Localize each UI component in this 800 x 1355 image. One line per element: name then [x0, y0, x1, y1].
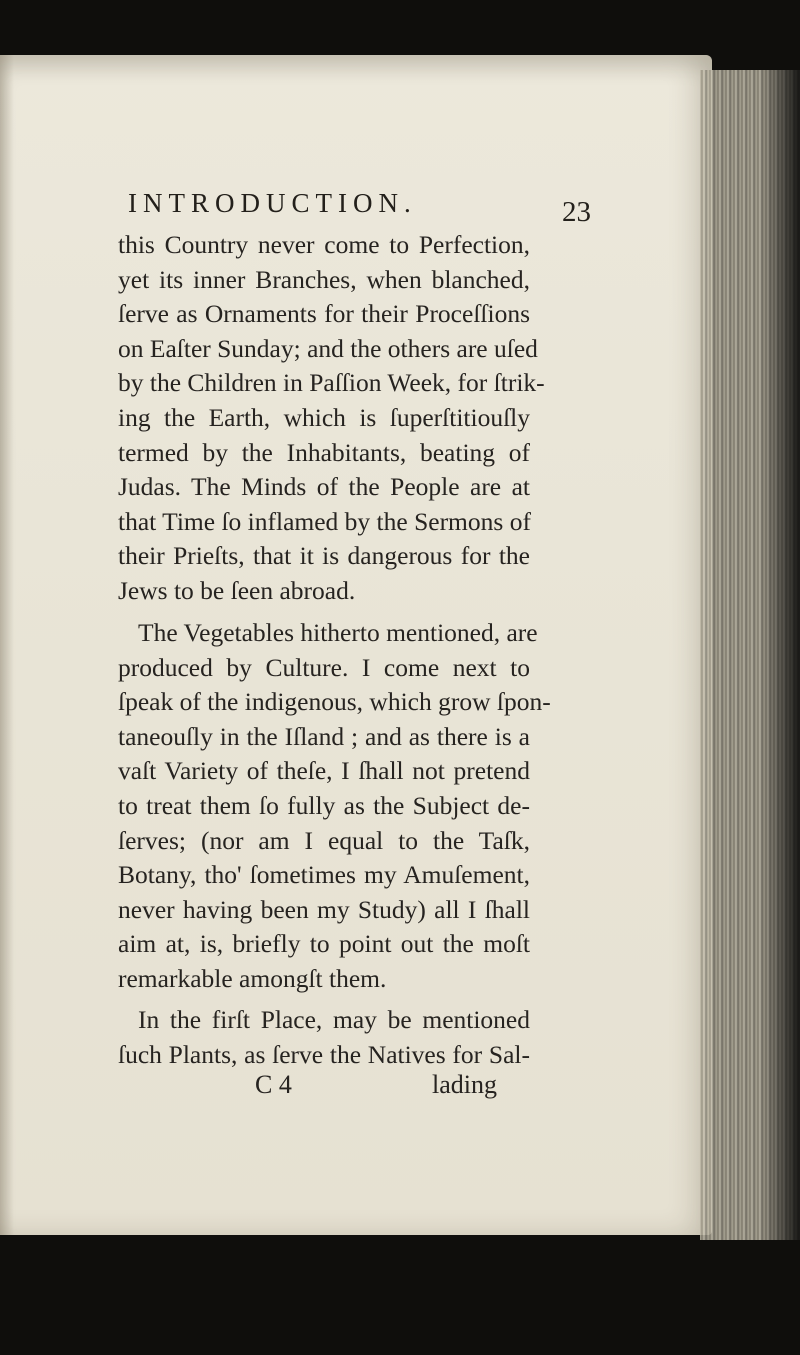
catchword: lading [432, 1070, 497, 1099]
text-line: Botany, tho' ſometimes my Amuſement, [118, 860, 530, 890]
running-head: INTRODUCTION. [128, 188, 417, 218]
paragraph-3 [118, 1003, 530, 1072]
text-line: aim at, is, briefly to point out the moſt [118, 929, 530, 959]
text-line: vaſt Variety of theſe, I ſhall not pretend [118, 756, 530, 786]
text-line: never having been my Study) all I ſhall [118, 894, 530, 924]
text-line: ing the Earth, which is ſuperſtitiouſly [118, 402, 530, 432]
text-line: ſuch Plants, as ſerve the Natives for Sal- [118, 1039, 530, 1069]
page-edges [700, 70, 800, 1240]
page-gutter-shadow [0, 55, 14, 1235]
text-line: this Country never come to Perfection, [118, 230, 530, 259]
text-line: by the Children in Paſſion Week, for ſtrik- [118, 368, 545, 398]
text-line: Jews to be ſeen abroad. [118, 575, 356, 605]
text-line: taneouſly in the Iſland ; and as there is a [118, 721, 530, 751]
text-line: In the firſt Place, may be mentioned [138, 1005, 530, 1034]
text-line: The Vegetables hitherto mentioned, are [138, 618, 538, 647]
paragraph-1 [118, 228, 545, 609]
text-line: to treat them ſo fully as the Subject de- [118, 790, 530, 820]
text-line: ſpeak of the indigenous, which grow ſpon- [118, 687, 551, 717]
text-line: produced by Culture. I come next to [118, 652, 530, 682]
text-line: ſerves; (nor am I equal to the Taſk, [118, 825, 530, 855]
text-line: ſerve as Ornaments for their Proceſſions [118, 299, 530, 329]
paragraph-2 [118, 616, 551, 997]
text-line: yet its inner Branches, when blanched, [118, 264, 530, 294]
text-line: on Eaſter Sunday; and the others are uſed [118, 333, 538, 363]
page-number: 23 [562, 196, 591, 228]
text-line: their Prieſts, that it is dangerous for the [118, 541, 530, 571]
text-line: termed by the Inhabitants, beating of [118, 437, 530, 467]
text-line: that Time ſo inflamed by the Sermons of [118, 506, 531, 536]
text-line: Judas. The Minds of the People are at [118, 472, 530, 502]
text-line: remarkable amongſt them. [118, 963, 387, 993]
signature-mark: C 4 [255, 1070, 292, 1099]
